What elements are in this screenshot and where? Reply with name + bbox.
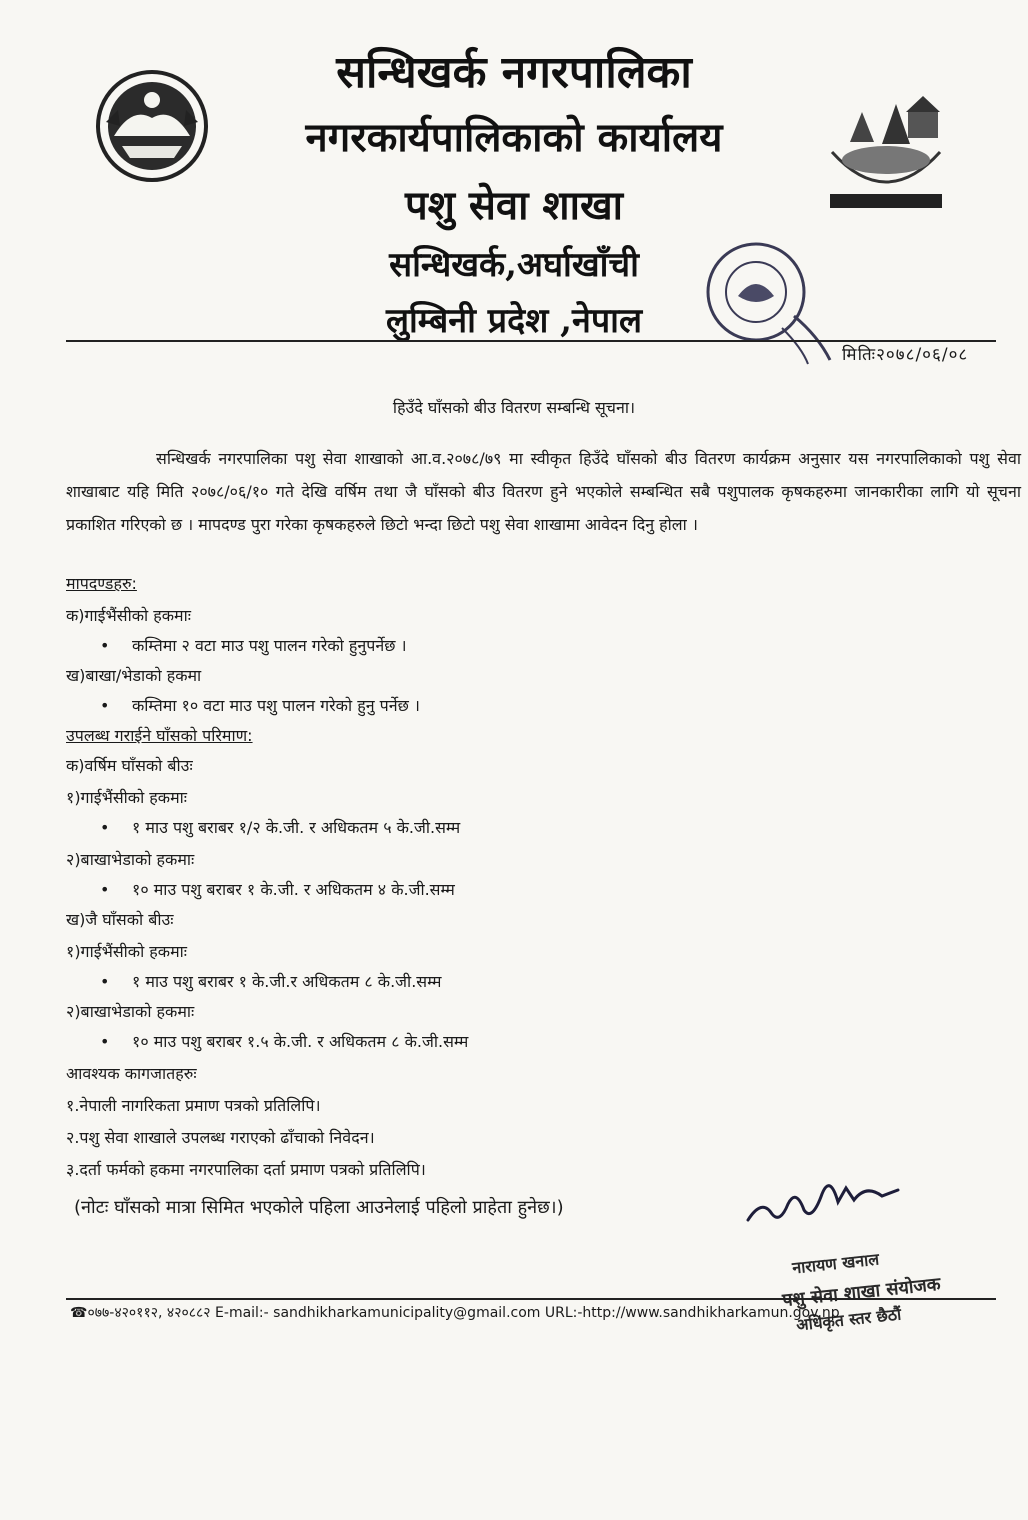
quantity-b2-label: २)बाखाभेडाको हकमाः <box>66 1002 195 1021</box>
section-name: पशु सेवा शाखा <box>404 182 624 229</box>
notice-date: मितिः२०७८/०६/०८ <box>842 345 969 365</box>
criteria-a-item: • कम्तिमा २ वटा माउ पशु पालन गरेको हुनुपर्नेछ । <box>100 636 407 655</box>
signatory-role: अधिकृत स्तर छैठौं <box>795 1304 903 1335</box>
criteria-a-text: कम्तिमा २ वटा माउ पशु पालन गरेको हुनुपर्नेछ । <box>132 636 407 655</box>
quantity-a2-label: २)बाखाभेडाको हकमाः <box>66 850 195 869</box>
document-3: ३.दर्ता फर्मको हकमा नगरपालिका दर्ता प्रमाण पत्रको प्रतिलिपि। <box>66 1160 426 1179</box>
criteria-b-item: • कम्तिमा १० वटा माउ पशु पालन गरेको हुनु पर्नेछ । <box>100 696 420 715</box>
notice-body: सन्धिखर्क नगरपालिका पशु सेवा शाखाको आ.व.२०७८/७९ मा स्वीकृत हिउँदे घाँसको बीउ वितरण कार्यक्रम अनुसार यस नगरपालिकाको पशु सेवा शाखाबाट यहि मिति २०७८/०६/१० गते देखि वर्षिम तथा जै घाँसको बीउ वितरण हुने भएकोले सम्बन्धित सबै पशुपालक कृषकहरुमा जानकारीका लागि यो सूचना प्रकाशित गरिएको छ । मापदण्ड पुरा गरेका कृषकहरुले छिटो भन्दा छिटो पशु सेवा शाखामा आवेदन दिनु होला । <box>66 449 1021 534</box>
quantity-b2-text: १० माउ पशु बराबर १.५ के.जी. र अधिकतम ८ के.जी.सम्म <box>132 1032 469 1051</box>
office-stamp <box>698 236 848 366</box>
municipality-name: सन्धिखर्क नगरपालिका <box>336 47 692 98</box>
signatory-name: नारायण खनाल <box>791 1249 880 1278</box>
quantity-heading: उपलब्ध गराईने घाँसको परिमाण: <box>66 726 253 745</box>
quantity-a-label: क)वर्षिम घाँसको बीउः <box>66 756 193 775</box>
criteria-heading: मापदण्डहरु: <box>66 574 137 593</box>
quantity-a1-text: १ माउ पशु बराबर १/२ के.जी. र अधिकतम ५ के.जी.सम्म <box>132 818 461 837</box>
quantity-b1-text: १ माउ पशु बराबर १ के.जी.र अधिकतम ८ के.जी.सम्म <box>132 972 442 991</box>
office-name: नगरकार्यपालिकाको कार्यालय <box>305 114 723 161</box>
criteria-a-label: क)गाईभैंसीको हकमाः <box>66 606 191 625</box>
footer-divider <box>66 1298 996 1300</box>
notice-note: (नोटः घाँसको मात्रा सिमित भएकोले पहिला आउनेलाई पहिलो प्राहेता हुनेछ।) <box>74 1197 564 1218</box>
quantity-b1-label: १)गाईभैंसीको हकमाः <box>66 942 188 961</box>
quantity-b2-item: • १० माउ पशु बराबर १.५ के.जी. र अधिकतम ८ के.जी.सम्म <box>100 1032 469 1051</box>
criteria-b-label: ख)बाखा/भेडाको हकमा <box>66 666 202 685</box>
signatory-title: पशु सेवा शाखा संयोजक <box>781 1273 942 1312</box>
quantity-b1-item: • १ माउ पशु बराबर १ के.जी.र अधिकतम ८ के.जी.सम्म <box>100 972 442 991</box>
quantity-a2-item: • १० माउ पशु बराबर १ के.जी. र अधिकतम ४ के.जी.सम्म <box>100 880 455 899</box>
criteria-b-text: कम्तिमा १० वटा माउ पशु पालन गरेको हुनु पर्नेछ । <box>132 696 420 715</box>
province-line: लुम्बिनी प्रदेश ,नेपाल <box>385 301 643 341</box>
quantity-a1-item: • १ माउ पशु बराबर १/२ के.जी. र अधिकतम ५ के.जी.सम्म <box>100 818 461 837</box>
notice-subject: हिउँदे घाँसको बीउ वितरण सम्बन्धि सूचना। <box>392 398 636 417</box>
quantity-b-label: ख)जै घाँसको बीउः <box>66 910 174 929</box>
quantity-a2-text: १० माउ पशु बराबर १ के.जी. र अधिकतम ४ के.जी.सम्म <box>132 880 455 899</box>
quantity-a1-label: १)गाईभैंसीको हकमाः <box>66 788 188 807</box>
document-1: १.नेपाली नागरिकता प्रमाण पत्रको प्रतिलिपि। <box>66 1096 321 1115</box>
footer-contact: ☎०७७-४२०११२, ४२०८८२ E-mail:- sandhikharkamunicipality@gmail.com URL:-http://www.sandhikharkamun.gov.np <box>70 1305 840 1321</box>
address-line: सन्धिखर्क,अर्घाखाँची <box>389 245 639 285</box>
document-2: २.पशु सेवा शाखाले उपलब्ध गराएको ढाँचाको निवेदन। <box>66 1128 375 1147</box>
handwritten-signature <box>742 1164 912 1234</box>
documents-heading: आवश्यक कागजातहरुः <box>66 1064 197 1083</box>
